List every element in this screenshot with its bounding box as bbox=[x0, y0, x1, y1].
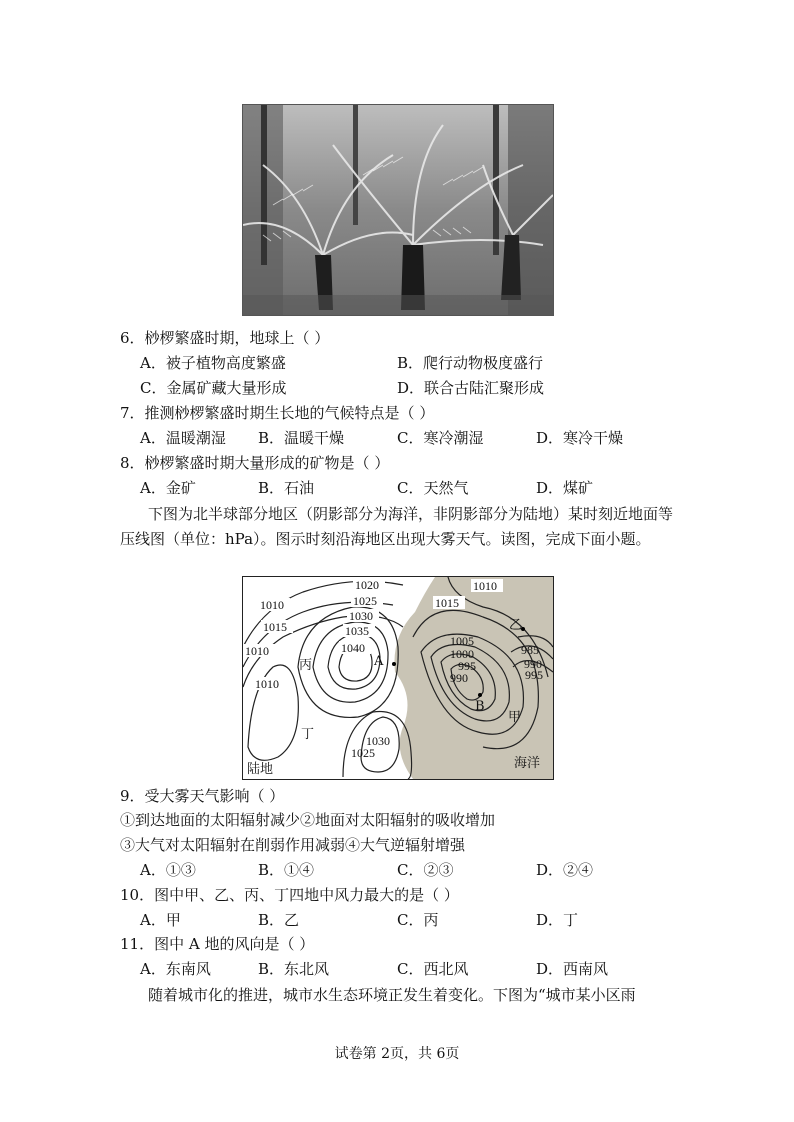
question-10-option-d[interactable]: D．丁 bbox=[536, 911, 579, 929]
question-7-option-a[interactable]: A．温暖潮湿 bbox=[140, 429, 226, 447]
question-10-option-b[interactable]: B．乙 bbox=[258, 911, 300, 929]
isobar-label: 1025 bbox=[353, 594, 377, 608]
isobar-label: 1040 bbox=[341, 641, 365, 655]
isobar-label: 1010 bbox=[260, 598, 284, 612]
question-9-option-c[interactable]: C．②③ bbox=[397, 861, 454, 879]
question-8-option-b[interactable]: B．石油 bbox=[258, 479, 315, 497]
question-7-option-c[interactable]: C．寒冷潮湿 bbox=[397, 429, 484, 447]
tree-fern-image bbox=[243, 105, 553, 315]
question-10-option-c[interactable]: C．丙 bbox=[397, 911, 439, 929]
place-yi-label: 乙 bbox=[509, 618, 523, 633]
question-11-option-c[interactable]: C．西北风 bbox=[397, 960, 469, 978]
isobar-label: 1010 bbox=[473, 579, 497, 593]
isobar-label: 1035 bbox=[345, 624, 369, 638]
isobar-label: 1020 bbox=[355, 578, 379, 592]
map-intro-paragraph: 下图为北半球部分地区（阴影部分为海洋，非阴影部分为陆地）某时刻近地面等压线图（单位：hPa）。图示时刻沿海地区出现大雾天气。读图，完成下面小题。 bbox=[120, 505, 674, 548]
isobar-label: 1000 bbox=[450, 647, 474, 661]
point-a-marker bbox=[392, 662, 396, 666]
question-9-statements-1: ①到达地面的太阳辐射减少②地面对太阳辐射的吸收增加 bbox=[120, 811, 496, 829]
question-7-option-b[interactable]: B．温暖干燥 bbox=[258, 429, 345, 447]
point-b-marker bbox=[478, 693, 482, 697]
question-9-statements-2: ③大气对太阳辐射在削弱作用减弱④大气逆辐射增强 bbox=[120, 836, 466, 854]
question-8-option-c[interactable]: C．天然气 bbox=[397, 479, 469, 497]
next-intro-paragraph: 随着城市化的推进，城市水生态环境正发生着变化。下图为“城市某小区雨 bbox=[148, 986, 636, 1004]
isobar-label: 1005 bbox=[450, 634, 474, 648]
isobar-label: 1010 bbox=[245, 644, 269, 658]
isobar-label: 1030 bbox=[349, 609, 373, 623]
question-9-option-b[interactable]: B．①④ bbox=[258, 861, 315, 879]
question-11-option-b[interactable]: B．东北风 bbox=[258, 960, 330, 978]
isobar-map-svg bbox=[243, 577, 553, 779]
question-6-option-d[interactable]: D．联合古陆汇聚形成 bbox=[397, 379, 545, 397]
isobar-label: 1010 bbox=[255, 677, 279, 691]
question-9-option-d[interactable]: D．②④ bbox=[536, 861, 594, 879]
question-7-option-d[interactable]: D．寒冷干燥 bbox=[536, 429, 624, 447]
sea-label: 海洋 bbox=[514, 756, 541, 771]
isobar-label: 990 bbox=[524, 657, 542, 671]
tree-fern-photo bbox=[242, 104, 554, 316]
place-jia-label: 甲 bbox=[508, 710, 522, 725]
question-8-stem: 8．桫椤繁盛时期大量形成的矿物是（ ） bbox=[120, 454, 390, 472]
question-10-stem: 10．图中甲、乙、丙、丁四地中风力最大的是（ ） bbox=[120, 886, 459, 904]
isobar-label: 995 bbox=[525, 668, 543, 682]
question-9-option-a[interactable]: A．①③ bbox=[140, 861, 196, 879]
question-6-option-c[interactable]: C．金属矿藏大量形成 bbox=[140, 379, 287, 397]
isobar-label: 1030 bbox=[366, 734, 390, 748]
isobar-label: 990 bbox=[450, 671, 468, 685]
isobar-label: 995 bbox=[458, 659, 476, 673]
question-11-stem: 11．图中 A 地的风向是（ ） bbox=[120, 935, 315, 953]
question-11-option-d[interactable]: D．西南风 bbox=[536, 960, 609, 978]
isobar-label: 1015 bbox=[435, 596, 459, 610]
question-6-option-b[interactable]: B．爬行动物极度盛行 bbox=[397, 354, 544, 372]
point-a-label: A bbox=[374, 654, 384, 669]
page-footer: 试卷第 2页，共 6页 bbox=[334, 1046, 460, 1062]
isobar-label: 1025 bbox=[351, 746, 375, 760]
question-10-option-a[interactable]: A．甲 bbox=[140, 911, 181, 929]
question-8-option-a[interactable]: A．金矿 bbox=[140, 479, 196, 497]
isobar-label: 1015 bbox=[263, 620, 287, 634]
land-label: 陆地 bbox=[247, 762, 274, 777]
place-bing-label: 丙 bbox=[299, 658, 313, 673]
question-8-option-d[interactable]: D．煤矿 bbox=[536, 479, 594, 497]
question-6-option-a[interactable]: A．被子植物高度繁盛 bbox=[140, 354, 286, 372]
question-9-stem: 9．受大雾天气影响（ ） bbox=[120, 787, 285, 805]
question-6-stem: 6．桫椤繁盛时期，地球上（ ） bbox=[120, 329, 330, 347]
point-b-label: B bbox=[475, 699, 485, 714]
place-ding-label: 丁 bbox=[301, 727, 315, 742]
question-11-option-a[interactable]: A．东南风 bbox=[140, 960, 211, 978]
question-7-stem: 7．推测桫椤繁盛时期生长地的气候特点是（ ） bbox=[120, 404, 435, 422]
isobar-label: 985 bbox=[521, 643, 539, 657]
isobar-map bbox=[242, 576, 554, 780]
